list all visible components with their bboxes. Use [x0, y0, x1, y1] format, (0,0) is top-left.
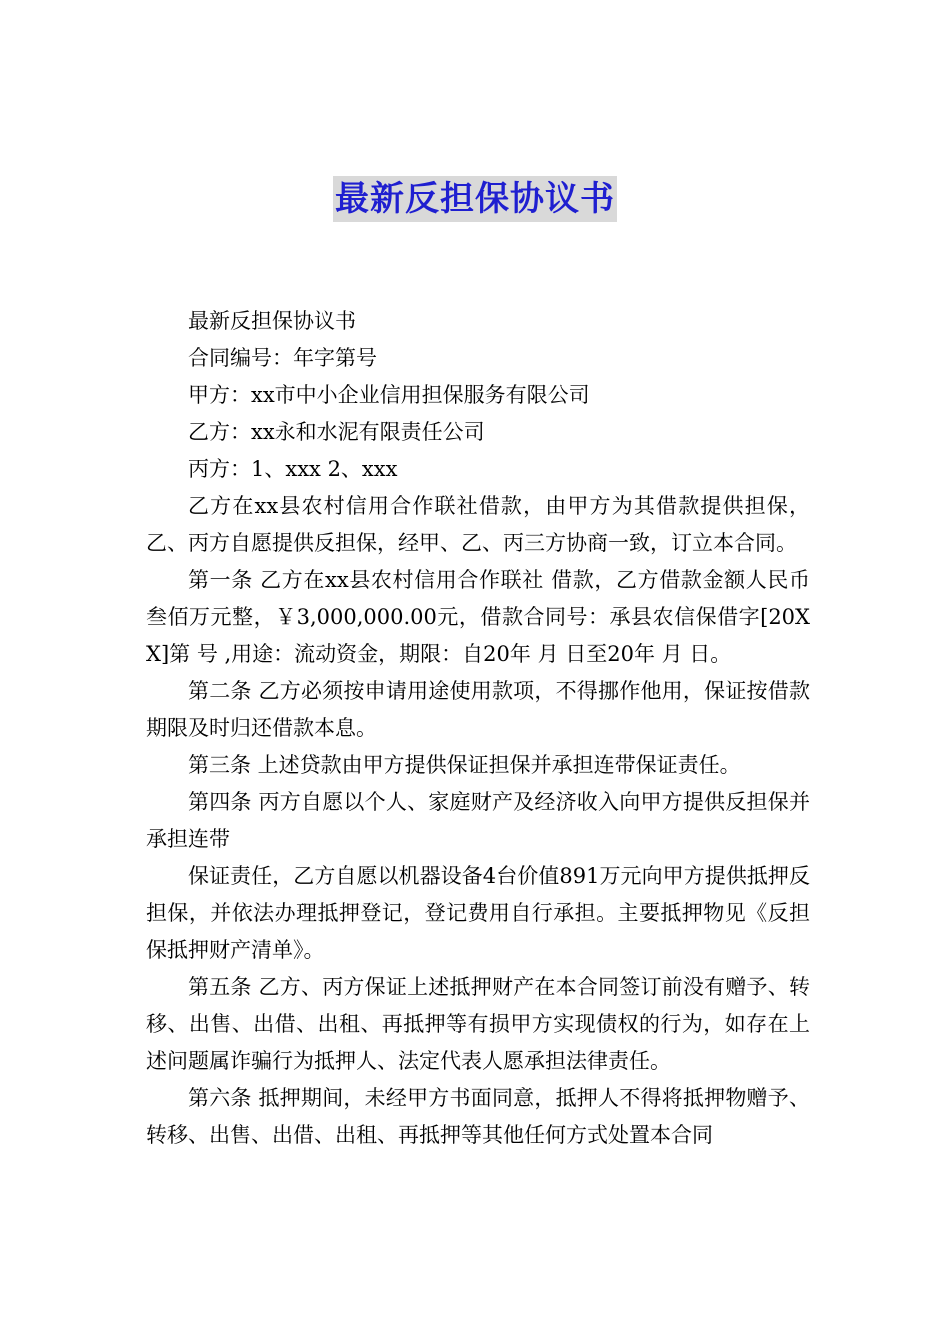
document-title: 最新反担保协议书 — [333, 176, 617, 222]
paragraph-contract-number: 合同编号：年字第号 — [188, 346, 377, 370]
title-container — [0, 176, 950, 222]
paragraph-article-4: 第四条 丙方自愿以个人、家庭财产及经济收入向甲方提供反担保并承担连带 — [146, 790, 810, 851]
paragraph-article-3: 第三条 上述贷款由甲方提供保证担保并承担连带保证责任。 — [188, 753, 741, 777]
paragraph-article-2: 第二条 乙方必须按申请用途使用款项，不得挪作他用，保证按借款期限及时归还借款本息。 — [146, 679, 810, 740]
paragraph-article-1: 第一条 乙方在xx县农村信用合作联社 借款，乙方借款金额人民币叁佰万元整，￥3,000,000.00元，借款合同号：承县农信保借字[20XX]第 号 ,用途：流动资金，期限：自20年 月 日至20年 月 日。 — [146, 568, 810, 666]
paragraph-article-4-cont: 保证责任，乙方自愿以机器设备4台价值891万元向甲方提供抵押反担保，并依法办理抵押登记，登记费用自行承担。主要抵押物见《反担保抵押财产清单》。 — [146, 864, 810, 962]
paragraph-party-b: 乙方：xx永和水泥有限责任公司 — [188, 420, 485, 444]
paragraph-party-c: 丙方：1、xxx 2、xxx — [188, 457, 398, 481]
paragraph-article-5: 第五条 乙方、丙方保证上述抵押财产在本合同签订前没有赠予、转移、出售、出借、出租、再抵押等有损甲方实现债权的行为，如存在上述问题属诈骗行为抵押人、法定代表人愿承担法律责任。 — [146, 975, 810, 1073]
paragraph-article-6: 第六条 抵押期间，未经甲方书面同意，抵押人不得将抵押物赠予、转移、出售、出借、出租、再抵押等其他任何方式处置本合同 — [146, 1086, 810, 1147]
paragraph-doc-name: 最新反担保协议书 — [188, 309, 356, 333]
document-body — [146, 303, 810, 1154]
paragraph-party-a: 甲方：xx市中小企业信用担保服务有限公司 — [188, 383, 590, 407]
paragraph-preamble: 乙方在xx县农村信用合作联社借款，由甲方为其借款提供担保，乙、丙方自愿提供反担保，经甲、乙、丙三方协商一致，订立本合同。 — [146, 494, 810, 555]
